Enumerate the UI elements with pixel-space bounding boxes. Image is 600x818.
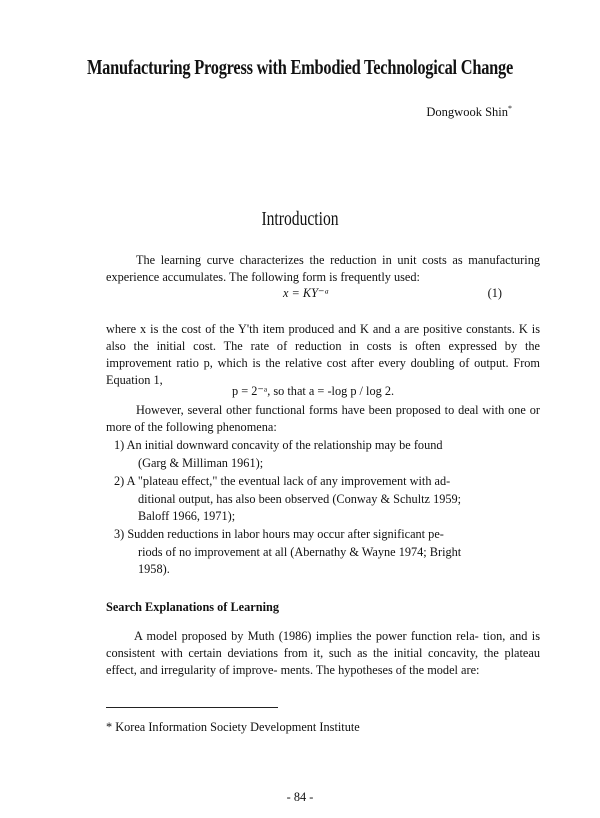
- footnote-divider: [106, 707, 278, 708]
- list-item-line: ditional output, has also been observed (Conway & Schultz 1959;: [138, 491, 462, 506]
- list-item-line: (Garg & Milliman 1961);: [138, 455, 264, 470]
- author-line: [426, 104, 512, 120]
- paragraph-1: The learning curve characterizes the reduction in unit costs as manufacturing experience accumulates. The following form is frequently used:: [106, 253, 540, 284]
- paragraph-3: However, several other functional forms have been proposed to deal with one or more of the following phenomena:: [106, 403, 540, 434]
- list-item: [114, 437, 524, 472]
- paper-title: Manufacturing Progress with Embodied Technological Change: [86, 55, 514, 79]
- paragraph-4: A model proposed by Muth (1986) implies the power function rela- tion, and is consistent with certain deviations from it, such as the initial concavity, the plateau effect, and irregularity of improve- ments. The hypotheses of the model are:: [106, 629, 540, 677]
- list-item: [114, 526, 524, 579]
- list-item-line: 1958).: [138, 562, 170, 576]
- equation-1-expression: x = KY⁻ᵃ: [283, 286, 330, 300]
- author-footnote-mark: *: [508, 104, 512, 113]
- list-item: [114, 473, 524, 526]
- paragraph-2: where x is the cost of the Y'th item produced and K and a are positive constants. K is also the initial cost. The rate of reduction in costs is often expressed by the improvement ratio p, which is the relative cost after every doubling of output. From Equation 1,: [106, 322, 540, 387]
- page-number: - 84 -: [286, 790, 314, 804]
- list-item-line: riods of no improvement at all (Abernathy & Wayne 1974; Bright: [138, 544, 462, 559]
- section-heading: Introduction: [261, 208, 339, 230]
- list-item-line: 1) An initial downward concavity of the relationship may be found: [114, 438, 443, 452]
- footnote: * Korea Information Society Development Institute: [106, 720, 360, 734]
- list-item-line: 2) A "plateau effect," the eventual lack of any improvement with ad-: [114, 474, 451, 488]
- list-item-line: 3) Sudden reductions in labor hours may occur after significant pe-: [114, 527, 444, 541]
- equation-2: p = 2⁻ᵃ, so that a = -log p / log 2.: [232, 384, 395, 398]
- subsection-heading: Search Explanations of Learning: [106, 600, 279, 614]
- author-name: Dongwook Shin: [426, 105, 508, 120]
- list-item-line: Baloff 1966, 1971);: [138, 509, 236, 523]
- equation-1-number: (1): [487, 286, 502, 300]
